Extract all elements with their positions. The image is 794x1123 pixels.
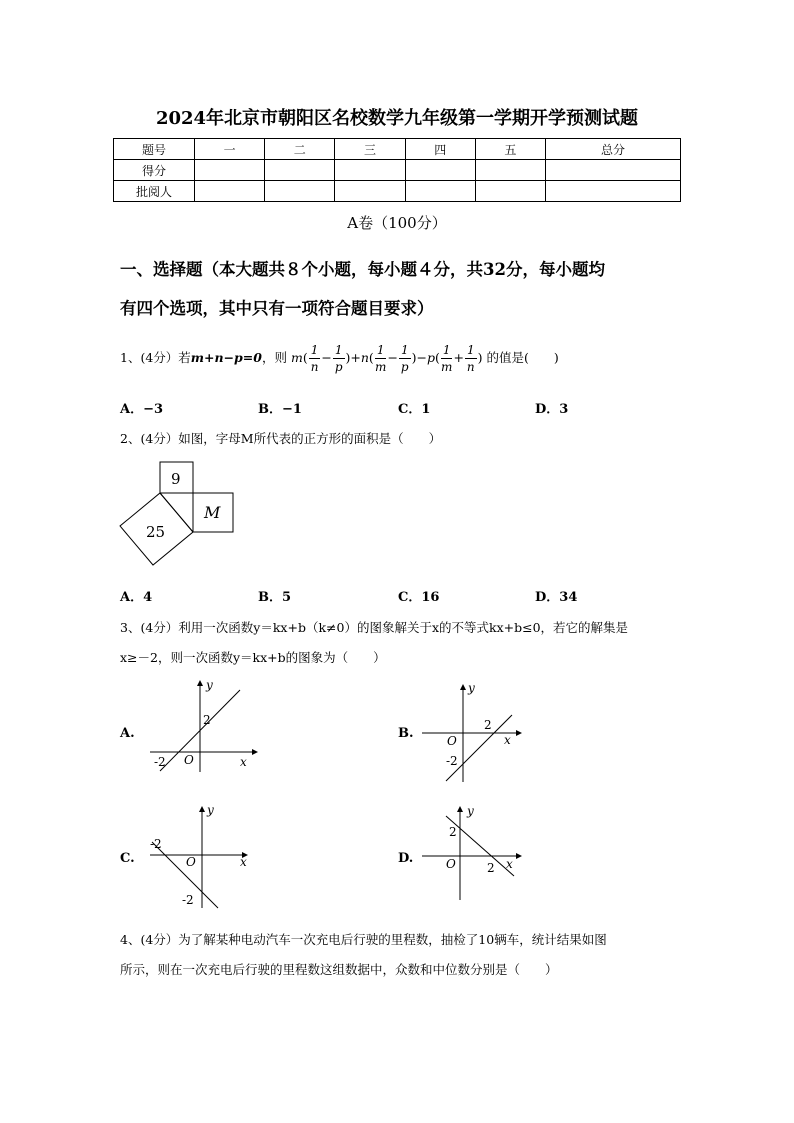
table-cell: 五	[475, 139, 545, 160]
y-axis-arrow	[460, 684, 466, 690]
q1-expression: m( $\frac{1}{n}$ − $\frac{1}{p}$ )+n( $\frac{1}{m}$ − $\frac{1}{p}$ )−p( $\frac{1}{m}$ + $\frac{1}{n}$ )	[290, 343, 483, 374]
table-cell: 二	[265, 139, 335, 160]
table-cell[interactable]	[195, 181, 265, 202]
q2-squares-figure	[118, 460, 238, 570]
table-row	[114, 181, 681, 202]
y-label: y	[468, 681, 475, 695]
intercept-label: -2	[446, 754, 458, 768]
table-cell: 三	[335, 139, 405, 160]
x-axis-arrow	[516, 730, 522, 736]
score-table	[113, 138, 681, 202]
x-label: x	[240, 755, 247, 769]
volume-label: A卷（100分）	[347, 214, 447, 232]
y-label: y	[467, 804, 474, 818]
section-heading-line1: 一、选择题（本大题共８个小题，每小题４分，共32分，每小题均	[120, 260, 605, 279]
y-axis-arrow	[197, 680, 203, 686]
section-heading-line2: 有四个选项，其中只有一项符合题目要求）	[120, 299, 434, 318]
origin-label: O	[184, 753, 194, 767]
q3-option-a[interactable]: A.	[120, 726, 135, 741]
question-2: 2、(4分）如图，字母M所代表的正方形的面积是（ ）	[120, 431, 442, 446]
intercept-label: -2	[154, 755, 166, 769]
table-cell[interactable]	[335, 160, 405, 181]
question-4-line1: 4、(4分）为了解某种电动汽车一次充电后行驶的里程数，抽检了10辆车，统计结果如图	[120, 932, 607, 947]
q3-graph-d	[416, 800, 536, 904]
q1-option-c[interactable]: C．1	[398, 402, 431, 417]
table-cell[interactable]	[265, 160, 335, 181]
question-4-line2: 所示，则在一次充电后行驶的里程数这组数据中，众数和中位数分别是（ ）	[120, 962, 558, 977]
y-label: y	[206, 678, 213, 692]
y-label: y	[207, 803, 214, 817]
table-cell[interactable]	[405, 160, 475, 181]
origin-label: O	[186, 855, 196, 869]
q1-then: ，则	[261, 350, 287, 365]
function-line	[446, 715, 512, 781]
table-row	[114, 139, 681, 160]
origin-label: O	[446, 857, 456, 871]
intercept-label: -2	[150, 837, 162, 851]
q2-option-a[interactable]: A．4	[120, 590, 153, 605]
table-cell: 得分	[114, 160, 195, 181]
table-cell: 四	[405, 139, 475, 160]
y-axis-arrow	[199, 806, 205, 812]
q2-option-d[interactable]: D．34	[535, 590, 578, 605]
q3-option-d[interactable]: D.	[398, 851, 414, 866]
label-9: 9	[171, 470, 181, 488]
intercept-label: 2	[203, 713, 211, 727]
question-3-line1: 3、(4分）利用一次函数y＝kx+b（k≠0）的图象解关于x的不等式kx+b≤0，若它的解集是	[120, 620, 629, 635]
q1-option-a[interactable]: A．−3	[120, 402, 164, 417]
x-label: x	[504, 733, 511, 747]
q3-graph-b	[416, 676, 536, 786]
intercept-label: 2	[487, 861, 495, 875]
q3-graph-a	[140, 676, 260, 776]
q1-option-b[interactable]: B．−1	[258, 402, 302, 417]
x-label: x	[506, 857, 513, 871]
question-1	[120, 340, 559, 376]
table-cell[interactable]	[546, 181, 681, 202]
page-title: 2024年北京市朝阳区名校数学九年级第一学期开学预测试题	[155, 108, 639, 129]
q1-suffix: 的值是( )	[486, 350, 559, 365]
table-cell[interactable]	[475, 160, 545, 181]
table-cell: 一	[195, 139, 265, 160]
q1-condition: m+n−p=0	[190, 350, 262, 365]
q3-option-b[interactable]: B.	[398, 726, 414, 741]
intercept-label: -2	[182, 893, 194, 907]
q2-option-b[interactable]: B．5	[258, 590, 292, 605]
table-cell[interactable]	[405, 181, 475, 202]
question-3-line2: x≥－2，则一次函数y＝kx+b的图象为（ ）	[120, 650, 386, 665]
y-axis-arrow	[457, 806, 463, 812]
q1-prefix: 1、(4分）若	[120, 350, 191, 365]
table-row	[114, 160, 681, 181]
x-label: x	[240, 855, 247, 869]
label-m: M	[204, 503, 221, 522]
table-cell[interactable]	[335, 181, 405, 202]
q3-option-c[interactable]: C.	[120, 851, 135, 866]
table-cell: 批阅人	[114, 181, 195, 202]
q3-graph-c	[140, 800, 260, 912]
table-cell[interactable]	[265, 181, 335, 202]
x-axis-arrow	[516, 853, 522, 859]
x-axis-arrow	[252, 749, 258, 755]
q2-option-c[interactable]: C．16	[398, 590, 440, 605]
table-cell[interactable]	[546, 160, 681, 181]
intercept-label: 2	[484, 718, 492, 732]
table-cell: 题号	[114, 139, 195, 160]
intercept-label: 2	[449, 825, 457, 839]
table-cell[interactable]	[475, 181, 545, 202]
origin-label: O	[447, 734, 457, 748]
q1-option-d[interactable]: D．3	[535, 402, 569, 417]
table-cell[interactable]	[195, 160, 265, 181]
label-25: 25	[146, 523, 166, 541]
table-cell: 总分	[546, 139, 681, 160]
